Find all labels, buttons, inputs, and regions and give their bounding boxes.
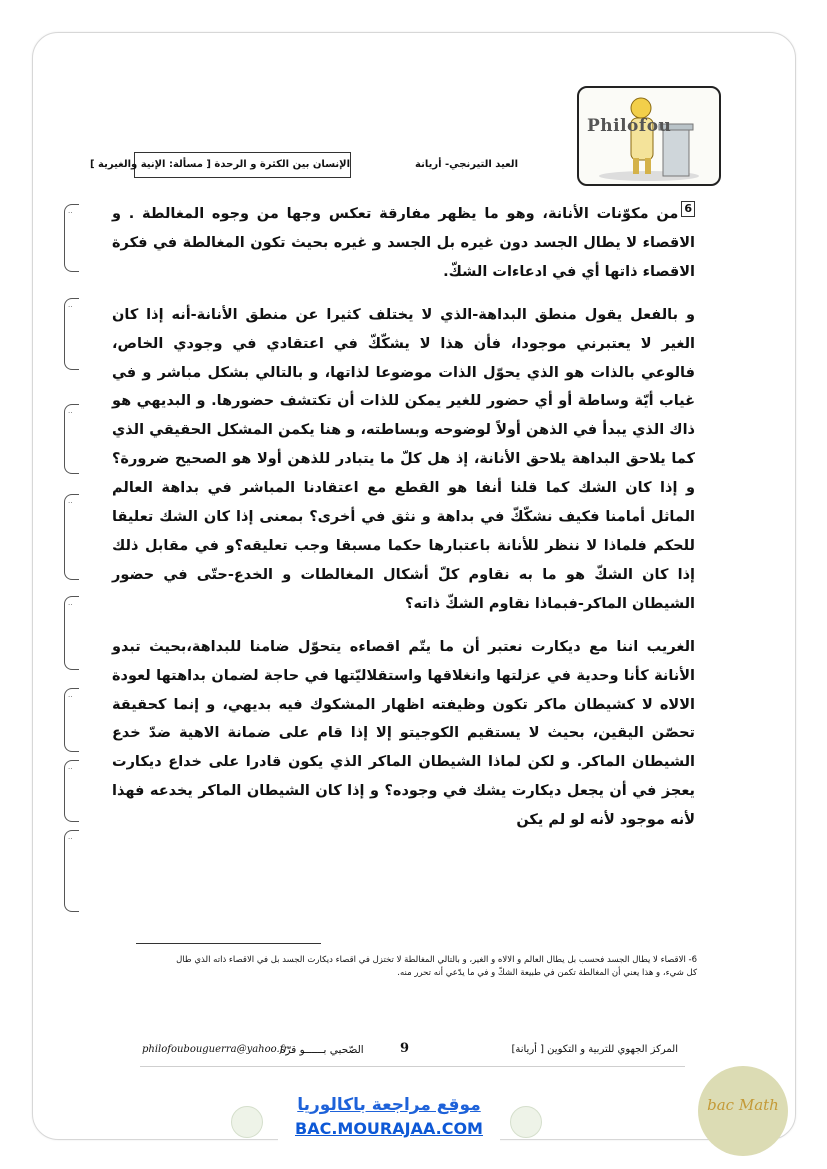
promo-banner[interactable] xyxy=(278,1093,500,1151)
footer-divider xyxy=(140,1066,685,1067)
margin-bracket: .. xyxy=(64,596,79,670)
site-logo-icon xyxy=(231,1106,263,1138)
philosopher-figure-icon xyxy=(579,88,719,184)
margin-bracket: .. xyxy=(64,760,79,822)
bacmath-label: bac Math xyxy=(707,1096,779,1114)
margin-bracket: .. xyxy=(64,494,79,580)
author-name: الصّحبي بــــــو قرّة xyxy=(280,1044,364,1056)
margin-bracket: .. xyxy=(64,404,79,474)
page-number: 9 xyxy=(400,1041,410,1056)
logo-text: Philofou xyxy=(587,116,672,136)
paragraph-2: و بالفعل يقول منطق البداهة-الذي لا يختلف كثيرا عن منطق الأنانة-أنه إذا كان الغير لا يعتبرني موجودا، فأن هذا لا يشكّكّ في اعتقادي في وجودي الخاص، فالوعي بالذات هو الذي يحوّل الذات موضوعا لذاتها، و بالتالي بشكل مباشر و في غياب أيّة وساطة أو أي حضور للغير يمكن للذات أن تكتشف حضورها. و البديهي هو ذاك الذي يبدأ في الذهن أولاً لوضوحه وبساطته، و هنا يكمن المشكل الحقيقي الذي كما يلاحق البداهة يلاحق الأنانة، إذ هل كلّ ما يتبادر للذهن أولا هو الصحيح ضرورة؟ و إذا كان الشك كما قلنا أنفا هو القطع مع اعتقادنا المباشر في بداهة العالم الماثل أمامنا فكيف نشكّكّ في بداهة و نثق في أخرى؟ بمعنى إذا كان الشك تعليقا للحكم فلماذا لا ننظر للأنانة باعتبارها حكما مسبقا وجب تعليقه؟و في مقابل ذلك إذا كان الشكّ هو ما به نقاوم كلّ أشكال المغالطات و الخدع-حتّى في حضور الشيطان الماكر-فبماذا نقاوم الشكّ ذاته؟ xyxy=(112,306,695,612)
footnote-separator xyxy=(136,943,321,944)
author-email[interactable]: philofoubouguerra@yahoo.fr xyxy=(142,1044,289,1055)
school-label: العيد التيرنجي- أريانة xyxy=(415,159,518,170)
promo-title[interactable]: موقع مراجعة باكالوريا xyxy=(297,1095,481,1115)
site-logo-icon xyxy=(510,1106,542,1138)
institution-name: المركز الجهوي للتربية و التكوين [ أريانة] xyxy=(511,1044,678,1055)
paragraph-1: 6من مكوّنات الأنانة، وهو ما يظهر مفارقة تعكس وجها من وجوه المغالطة . و الاقصاء لا يطال الجسد دون غيره بل الجسد و غيره بحيث تكون المغالطة في فكرة الاقصاء ذاتها أي في ادعاءات الشكّ. xyxy=(112,202,695,280)
margin-bracket: .. xyxy=(64,688,79,752)
paragraph-3: الغريب اننا مع ديكارت نعتبر أن ما يتّم اقصاءه يتحوّل ضامنا للبداهة،بحيث تبدو الأنانة كأنا وحدية في عزلتها وانغلاقها واستقلاليّتها في حاجة لضمان بداهتها لعودة الالاه لا كشيطان ماكر تكون وظيفته اظهار المشكوك فيه بديهي، و إنما كحقيقة تحصّن اليقين، بحيث لا يستقيم الكوجيتو إلا إذا قام على ضمانة الاهية ضدّ خدع الشيطان الماكر. و لكن لماذا الشيطان الماكر الذي يكون قادرا على خداع ديكارت يعجز في أن يجعل ديكارت يشك في وجوده؟ و إذا كان الشيطان الماكر يخدعه فهذا لأنه موجود لأنه لو لم يكن xyxy=(112,638,695,829)
promo-url[interactable]: BAC.MOURAJAA.COM xyxy=(295,1119,483,1138)
lesson-title-box: الإنسان بين الكثرة و الرحدة [ مسألة: الإنية والغيرية ] xyxy=(134,152,351,178)
philofou-logo xyxy=(577,86,721,186)
margin-bracket: .. xyxy=(64,204,79,272)
footnote: 6- الاقصاء لا يطال الجسد فحسب بل يطال العالم و الالاه و الغير، و بالتالي المغالطة لا تختزل في اقصاء ديكارت الجسد بل في الاقصاء ذاته الذي طال كل شيء، و هذا يعني أن المغالطة تكمن في طبيعة الشكّ و في ما يدّعي أنه تحرر منه. xyxy=(176,955,697,978)
margin-bracket: .. xyxy=(64,298,79,370)
main-text xyxy=(112,200,695,835)
bacmath-badge[interactable] xyxy=(698,1066,788,1156)
margin-bracket: .. xyxy=(64,830,79,912)
footnote-reference[interactable]: 6 xyxy=(681,201,695,217)
